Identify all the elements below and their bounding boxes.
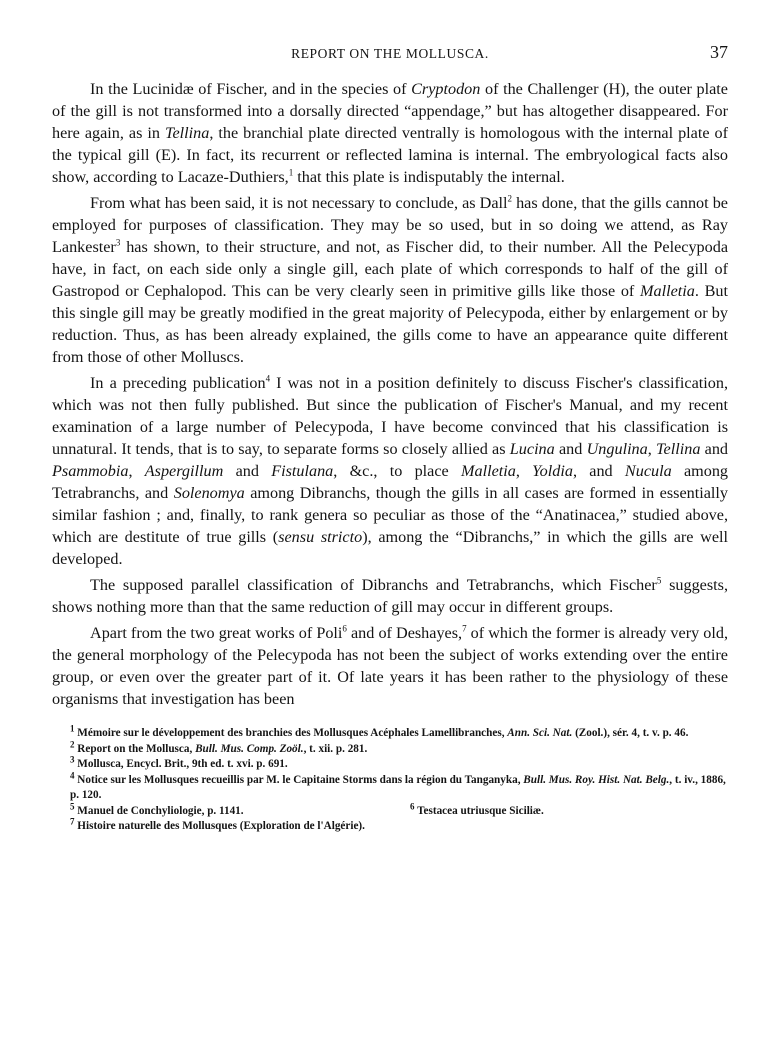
footnote-6 [410,800,544,820]
text-run: I was not in a position definitely to discuss Fischer's classification, which was not then fully published. But since the publication of Fischer's Manual, and my recent examination of a large number of Pelecypoda, I have become convinced that his classification is unnatural. It tends, that is to say, to separate forms so closely allied as [52,374,728,458]
footnote-5 [70,800,410,820]
footnote-7 [52,816,728,835]
italic-term: Solenomya [173,484,245,502]
footnote-ref: 2 [70,738,75,749]
footnote-ref: 3 [70,754,75,765]
text-run: Mémoire sur le développement des branchies des Mollusques Acéphales Lamellibranches, [74,727,508,739]
body-text [52,78,728,710]
italic-term: Malletia [461,462,516,480]
footnote-ref: 6 [342,623,347,634]
italic-term: Malletia [640,282,695,300]
italic-term: Ann. Sci. Nat. [507,727,573,739]
paragraph-2 [52,192,728,368]
paragraph-4 [52,574,728,618]
text-run: of which the former is already very old, the general morphology of the Pelecypoda has not been the subject of works extending over the entire group, or even over the greater part of it. Of late years it has been rather to the physiology of these organisms that investigation has been [52,624,728,708]
text-run: and [700,440,729,458]
footnote-ref: 4 [265,373,271,384]
text-run: and [554,440,587,458]
text-run: Testacea utriusque Siciliæ. [414,804,544,817]
running-title: REPORT ON THE MOLLUSCA. [291,46,489,61]
text-run: From what has been said, it is not necessary to conclude, as Dall [90,194,508,212]
italic-term: Psammobia [52,462,129,480]
text-run: , [515,462,533,480]
text-run: , t. xii. p. 281. [303,742,368,755]
text-run: Notice sur les Mollusques recueillis par M. le Capitaine Storms dans la région du Tanganyka, [74,773,524,786]
document-page [52,40,728,835]
text-run: , [128,462,145,480]
running-head [52,40,728,68]
text-run: Mollusca, Encycl. Brit., 9th ed. t. xvi. p. 691. [74,758,288,770]
text-run: Report on the Mollusca, [74,742,196,755]
text-run: among Dibranchs, though the gills in all cases are formed in essentially similar fashion ; and, finally, to rank genera so peculiar as those of the “Anatinacea,” studied above, which are destitute of true gills ( [52,484,728,546]
text-run: and [223,462,272,480]
italic-term: Lucina [509,440,555,458]
italic-term: Bull. Mus. Roy. Hist. Nat. Belg. [523,773,670,786]
footnote-ref: 6 [410,800,415,811]
text-run: Histoire naturelle des Mollusques (Exploration de l'Algérie). [74,820,365,832]
footnote-4 [52,769,728,804]
text-run: , and [572,462,625,480]
paragraph-5 [52,622,728,710]
text-run: . But this single gill may be greatly modified in the great majority of Pelecypoda, either by enlargement or by reduction. Thus, as has been already explained, the gills come to have an appearance quite different from those of other Molluscs. [52,282,728,366]
text-run: suggests, shows nothing more than that the same reduction of gill may occur in different groups. [52,576,728,616]
text-run: among Tetrabranchs, and [52,462,729,502]
page-number: 37 [710,42,728,62]
italic-term: Tellina [164,124,210,142]
text-run: has done, that the gills cannot be employed for purposes of classification. They may be so used, but in so doing we attend, as Ray Lankester [52,194,728,256]
italic-term: Aspergillum [144,462,224,480]
text-run: In the Lucinidæ of Fischer, and in the species of [90,80,412,98]
footnote-2 [52,738,728,758]
text-run: Manuel de Conchyliologie, p. 1141. [74,804,244,817]
italic-term: Tellina [656,440,701,458]
italic-term: Yoldia [532,462,573,480]
text-run: Apart from the two great works of Poli [90,624,343,642]
footnote-ref: 3 [115,237,121,248]
italic-term: Cryptodon [411,80,481,98]
italic-term: Nucula [624,462,672,480]
footnote-ref: 2 [507,193,513,204]
footnote-ref: 7 [462,623,467,634]
footnote-ref: 4 [70,769,75,780]
footnote-1 [52,723,728,742]
text-run: has shown, to their structure, and not, as Fischer did, to their number. All the Pelecypoda have, in fact, on each side only a single gill, each plate of which corresponds to half of the gill of Gastropod or Cephalopod. This can be very clearly seen in primitive gills like those of [52,238,728,300]
paragraph-3 [52,372,728,570]
text-run: , &c., to place [333,462,461,480]
footnote-row-5-6 [52,800,728,820]
footnote-ref: 7 [70,816,75,827]
text-run: of the Challenger (H), the outer plate of the gill is not transformed into a dorsally directed “appendage,” but has altogether disappeared. For here again, as in [52,80,728,142]
footnote-ref: 5 [656,575,662,586]
italic-term: Fistulana [271,462,334,480]
text-run: , [647,440,657,458]
paragraph-1 [52,78,728,188]
footnotes [52,723,728,835]
text-run: ), among the “Dibranchs,” in which the gills are well developed. [52,528,729,568]
footnote-ref: 1 [70,723,75,734]
text-run: The supposed parallel classification of Dibranchs and Tetrabranchs, which Fischer [90,576,657,594]
footnote-ref: 5 [70,800,75,811]
footnote-3 [52,754,728,773]
footnote-ref: 1 [288,167,294,178]
italic-term: Bull. Mus. Comp. Zoöl. [195,742,304,755]
text-run: that this plate is indisputably the internal. [293,168,565,186]
text-run: and of Deshayes, [346,624,463,642]
text-run: , the branchial plate directed ventrally is homologous with the internal plate of the typical gill (E). In fact, its recurrent or reflected lamina is internal. The embryological facts also show, according to Lacaze-Duthiers, [52,124,728,186]
text-run: , t. iv., 1886, p. 120. [70,773,726,801]
italic-term: sensu stricto [278,528,363,546]
text-run: (Zool.), sér. 4, t. v. p. 46. [572,727,689,739]
text-run: In a preceding publication [90,374,266,392]
italic-term: Ungulina [586,440,648,458]
